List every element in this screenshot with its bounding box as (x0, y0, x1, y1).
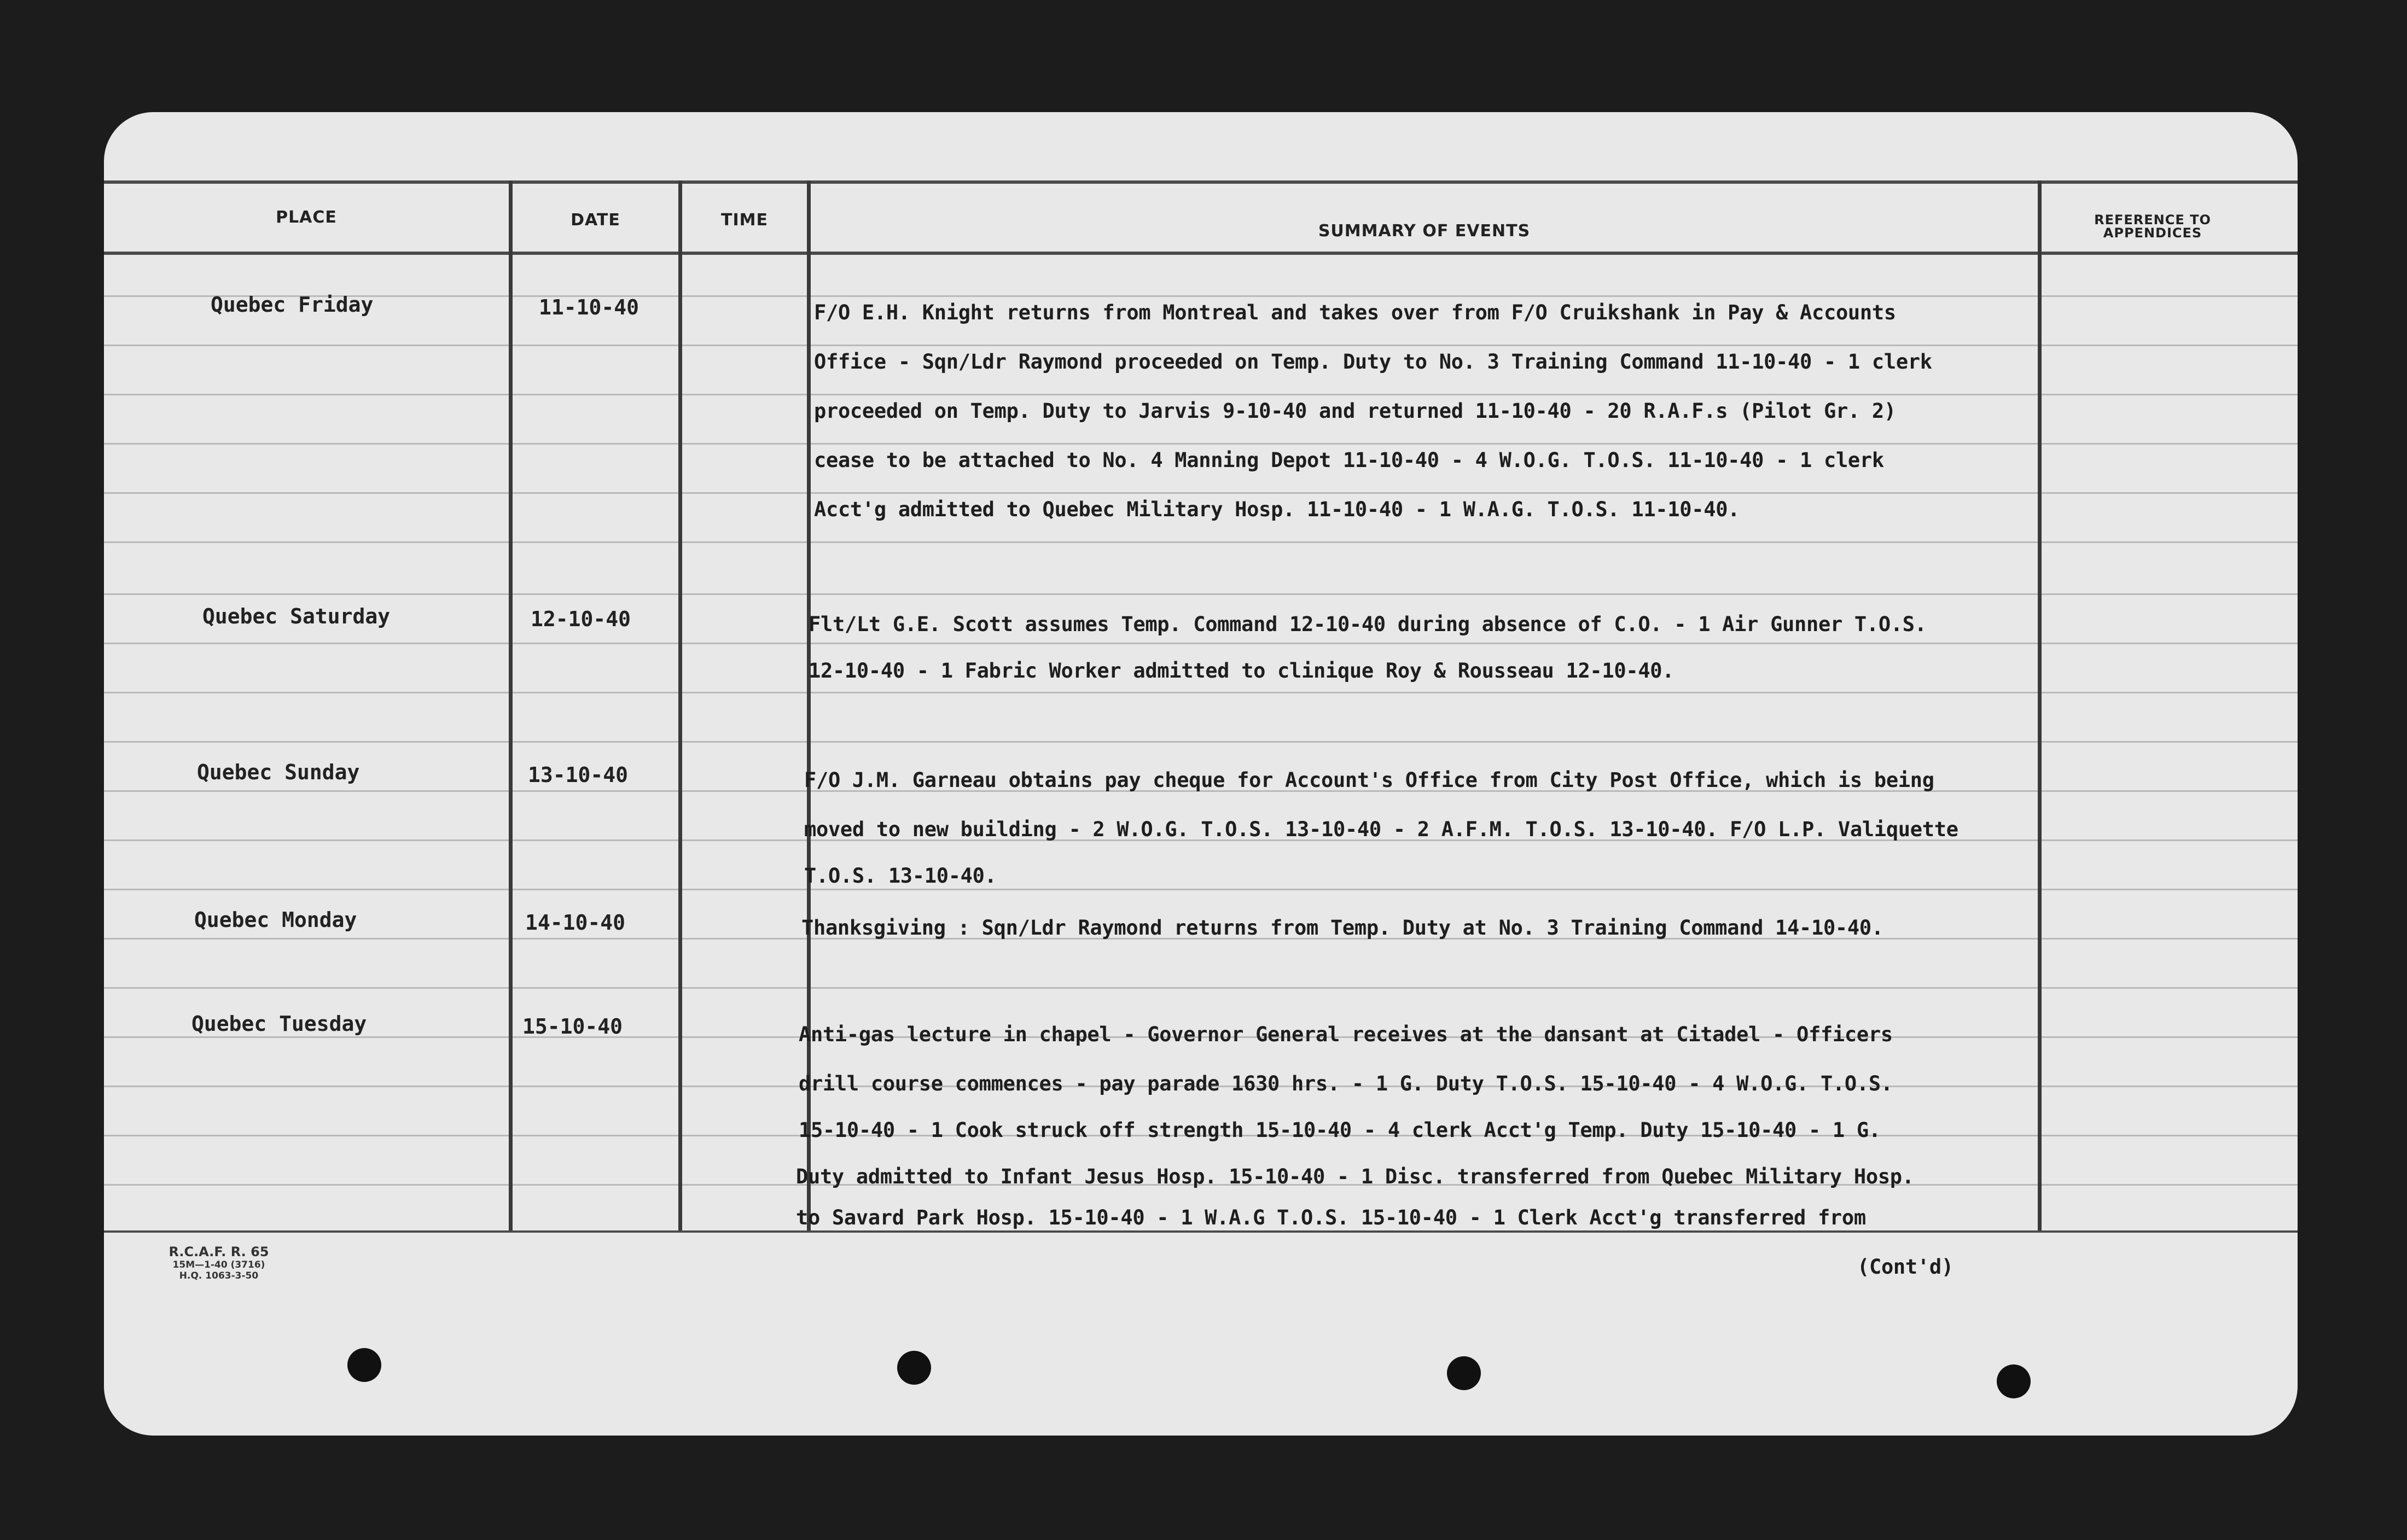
print-code: 15M—1-40 (3716) (172, 1259, 265, 1270)
summary-line: drill course commences - pay parade 1630 hrs. - 1 G. Duty T.O.S. 15-10-40 - 4 W.O.G. T.O.S. (799, 1072, 1893, 1095)
summary-line: 12-10-40 - 1 Fabric Worker admitted to clinique Roy & Rousseau 12-10-40. (809, 659, 1675, 682)
column-divider-summary-reference (2038, 180, 2042, 1230)
summary-line: Acct'g admitted to Quebec Military Hosp. 11-10-40 - 1 W.A.G. T.O.S. 11-10-40. (814, 498, 1740, 521)
header-reference: REFERENCE TO APPENDICES (2094, 212, 2211, 241)
header-date: DATE (571, 211, 620, 230)
binder-hole (347, 1348, 381, 1382)
summary-line: Office - Sqn/Ldr Raymond proceeded on Temp. Duty to No. 3 Training Command 11-10-40 - 1 clerk (814, 350, 1932, 374)
header-time: TIME (721, 211, 768, 230)
binder-hole (1447, 1356, 1481, 1390)
binder-hole (1997, 1364, 2031, 1398)
summary-line: Anti-gas lecture in chapel - Governor General receives at the dansant at Citadel - Officers (799, 1023, 1893, 1046)
entry-date: 14-10-40 (525, 911, 626, 935)
summary-line: F/O J.M. Garneau obtains pay cheque for Account's Office from City Post Office, which is being (804, 768, 1934, 792)
summary-line: T.O.S. 13-10-40. (804, 864, 997, 888)
entry-date: 15-10-40 (522, 1014, 623, 1039)
header-top-border (104, 180, 2298, 184)
summary-line: 15-10-40 - 1 Cook struck off strength 15-10-40 - 4 clerk Acct'g Temp. Duty 15-10-40 - 1 G. (799, 1118, 1881, 1142)
summary-line: to Savard Park Hosp. 15-10-40 - 1 W.A.G T.O.S. 15-10-40 - 1 Clerk Acct'g transferred from (796, 1206, 1866, 1229)
binder-hole (897, 1351, 931, 1385)
summary-line: proceeded on Temp. Duty to Jarvis 9-10-40 and returned 11-10-40 - 20 R.A.F.s (Pilot Gr. 2) (814, 399, 1896, 423)
continued-note: (Cont'd) (1857, 1255, 1953, 1279)
column-divider-place-date (509, 180, 513, 1230)
header-place: PLACE (276, 208, 337, 227)
summary-line: cease to be attached to No. 4 Manning Depot 11-10-40 - 4 W.O.G. T.O.S. 11-10-40 - 1 clerk (814, 448, 1884, 472)
summary-line: Duty admitted to Infant Jesus Hosp. 15-10-40 - 1 Disc. transferred from Quebec Military Hosp. (796, 1165, 1914, 1188)
footer-border (104, 1230, 2298, 1233)
diary-form-card (104, 112, 2298, 1436)
form-number: R.C.A.F. R. 65 (168, 1244, 269, 1259)
entry-date: 11-10-40 (539, 295, 639, 319)
entry-place: Quebec Monday (194, 908, 357, 932)
header-summary: SUMMARY OF EVENTS (1318, 221, 1531, 241)
form-identifier (156, 1244, 282, 1281)
entry-date: 12-10-40 (531, 607, 631, 631)
column-divider-date-time (678, 180, 682, 1230)
summary-line: F/O E.H. Knight returns from Montreal and takes over from F/O Cruikshank in Pay & Accounts (814, 301, 1896, 324)
header-bottom-border (104, 252, 2298, 255)
summary-line: Thanksgiving : Sqn/Ldr Raymond returns from Temp. Duty at No. 3 Training Command 14-10-40. (801, 916, 1883, 940)
hq-file-number: H.Q. 1063-3-50 (179, 1270, 259, 1281)
entry-place: Quebec Saturday (202, 604, 391, 628)
summary-line: moved to new building - 2 W.O.G. T.O.S. 13-10-40 - 2 A.F.M. T.O.S. 13-10-40. F/O L.P. Valiquette (804, 818, 1958, 841)
summary-line: Flt/Lt G.E. Scott assumes Temp. Command 12-10-40 during absence of C.O. - 1 Air Gunner T.O.S. (809, 612, 1927, 636)
entry-place: Quebec Sunday (197, 760, 360, 784)
entry-place: Quebec Friday (211, 293, 374, 317)
entry-date: 13-10-40 (528, 763, 629, 787)
entry-place: Quebec Tuesday (191, 1012, 367, 1036)
